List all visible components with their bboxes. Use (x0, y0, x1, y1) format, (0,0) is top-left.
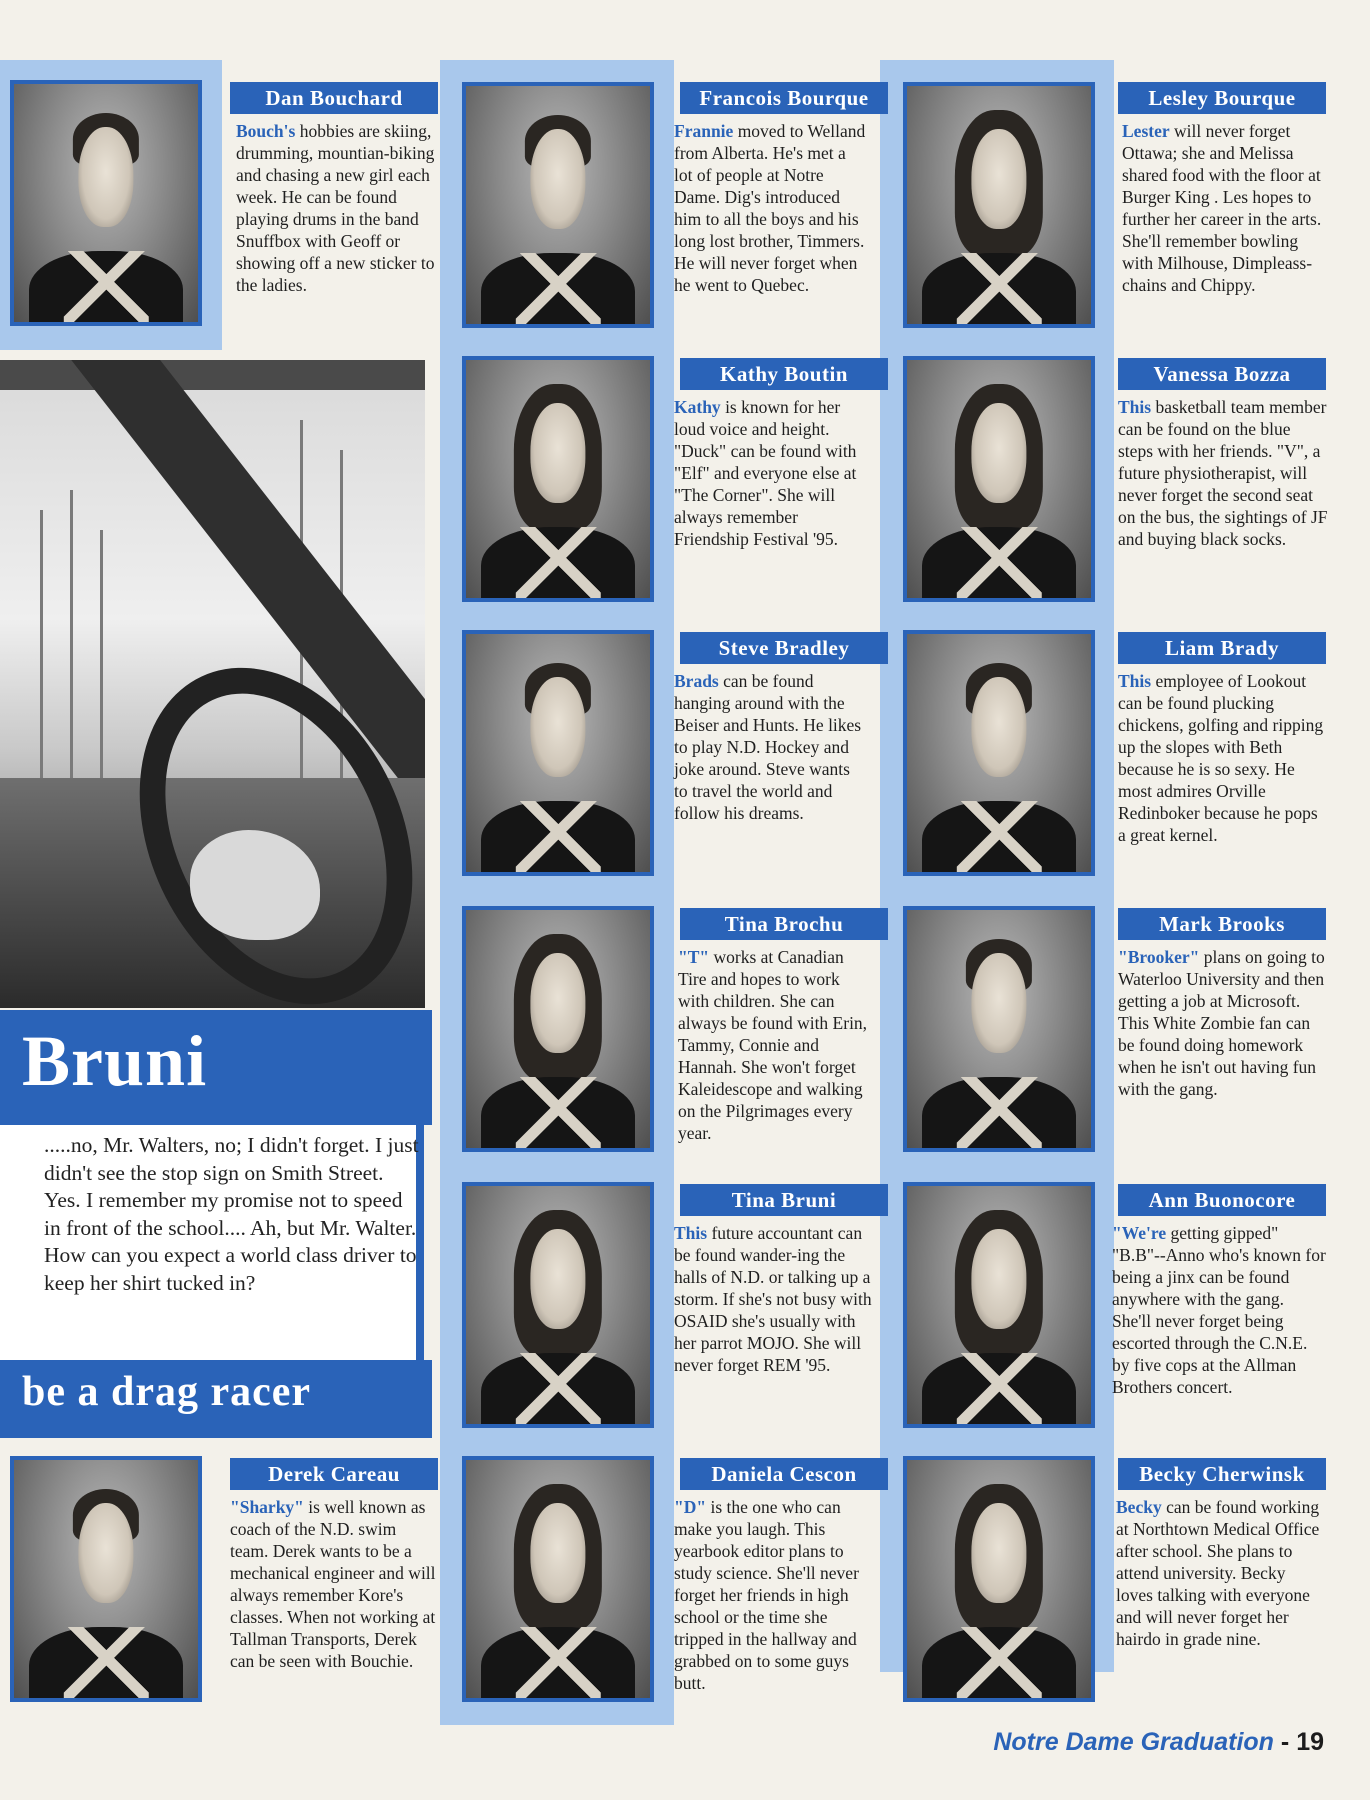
student-portrait (10, 80, 202, 326)
student-bio-text: is known for her loud voice and height. "Duck" can be found with "Elf" and everyone else at "The Corner". She will always remember Friendship Festival '95. (674, 397, 857, 549)
student-nickname: "Sharky" (230, 1497, 304, 1517)
student-bio (1118, 396, 1328, 550)
page-footer (993, 1728, 1324, 1757)
student-name: Liam Brady (1118, 632, 1326, 664)
student-portrait (903, 1456, 1095, 1702)
student-portrait (462, 906, 654, 1152)
student-name: Tina Bruni (680, 1184, 888, 1216)
student-nickname: Brads (674, 671, 719, 691)
student-bio (674, 120, 866, 296)
student-name: Tina Brochu (680, 908, 888, 940)
page-number: 19 (1296, 1728, 1324, 1756)
student-bio-text: can be found hanging around with the Beiser and Hunts. He likes to play N.D. Hockey and joke around. Steve wants to travel the world and follow his dreams. (674, 671, 862, 823)
student-bio (674, 1222, 874, 1376)
feature-title: Bruni (22, 1021, 208, 1101)
student-bio-text: basketball team member can be found on the blue steps with her friends. "V", a future physiotherapist, will never forget the second seat on the bus, the sightings of JF and buying black socks. (1118, 397, 1328, 549)
student-portrait (903, 630, 1095, 876)
student-portrait (462, 1456, 654, 1702)
student-name: Steve Bradley (680, 632, 888, 664)
student-portrait (903, 1182, 1095, 1428)
footer-separator: - (1280, 1728, 1290, 1756)
student-portrait (462, 356, 654, 602)
student-bio-text: will never forget Ottawa; she and Melissa shared food with the floor at Burger King . Les hopes to further her career in the arts. She'll remember bowling with Milhouse, Dimpleass-chains and Chippy. (1122, 121, 1322, 295)
student-nickname: Lester (1122, 121, 1170, 141)
student-bio-text: is well known as coach of the N.D. swim team. Derek wants to be a mechanical engineer and will always remember Kore's classes. When not working at Tallman Transports, Derek can be seen with Bouchie. (230, 1497, 436, 1671)
student-nickname: Becky (1116, 1497, 1162, 1517)
student-bio-text: hobbies are skiing, drumming, mountian-biking and chasing a new girl each week. He can be found playing drums in the band Snuffbox with Geoff or showing off a new sticker to the ladies. (236, 121, 435, 295)
student-bio (674, 396, 866, 550)
student-name: Derek Careau (230, 1458, 438, 1490)
student-bio (674, 670, 866, 824)
student-portrait (462, 630, 654, 876)
student-nickname: This (1118, 671, 1152, 691)
student-bio (674, 1496, 870, 1694)
student-portrait (10, 1456, 202, 1702)
publication-title: Notre Dame Graduation (993, 1728, 1274, 1756)
student-nickname: "We're (1112, 1223, 1167, 1243)
student-bio-text: getting gipped" "B.B"--Anno who's known for being a jinx can be found anywhere with the gang. She'll never forget being escorted through the C.N.E. by five cops at the Allman Brothers concert. (1112, 1223, 1326, 1397)
feature-subtitle: be a drag racer (22, 1369, 312, 1415)
student-name: Lesley Bourque (1118, 82, 1326, 114)
student-bio-text: future accountant can be found wander-ing the halls of N.D. or talking up a storm. If she's not busy with OSAID she's usually with her parrot MOJO. She will never forget REM '95. (674, 1223, 872, 1375)
feature-quote: .....no, Mr. Walters, no; I didn't forget. I just didn't see the stop sign on Smith Street. Yes. I remember my promise not to speed in front of the school.... Ah, but Mr. Walter. How can you expect a world class driver to keep her shirt tucked in? (44, 1133, 419, 1295)
student-bio (230, 1496, 438, 1672)
student-name: Dan Bouchard (230, 82, 438, 114)
student-portrait (903, 356, 1095, 602)
student-bio (1118, 946, 1328, 1100)
student-portrait (462, 1182, 654, 1428)
student-nickname: This (674, 1223, 708, 1243)
student-bio-text: works at Canadian Tire and hopes to work with children. She can always be found with Erin, Tammy, Connie and Hannah. She won't forget Kaleidescope and walking on the Pilgrimages every year. (678, 947, 868, 1143)
student-nickname: This (1118, 397, 1152, 417)
student-bio-text: moved to Welland from Alberta. He's met a lot of people at Notre Dame. Dig's introduced him to all the boys and his long lost brother, Timmers. He will never forget when he went to Quebec. (674, 121, 866, 295)
student-bio (678, 946, 874, 1144)
student-bio-text: plans on going to Waterloo University and then getting a job at Microsoft. This White Zombie fan can be found doing homework when he isn't out having fun with the gang. (1118, 947, 1325, 1099)
student-bio (236, 120, 440, 296)
student-bio (1116, 1496, 1326, 1650)
student-name: Kathy Boutin (680, 358, 888, 390)
student-nickname: "T" (678, 947, 710, 967)
student-nickname: Kathy (674, 397, 721, 417)
student-portrait (462, 82, 654, 328)
student-portrait (903, 82, 1095, 328)
student-name: Vanessa Bozza (1118, 358, 1326, 390)
student-nickname: Frannie (674, 121, 734, 141)
student-bio-text: can be found working at Northtown Medical Office after school. She plans to attend university. Becky loves talking with everyone and will never forget her hairdo in grade nine. (1116, 1497, 1320, 1649)
student-nickname: "D" (674, 1497, 707, 1517)
student-name: Mark Brooks (1118, 908, 1326, 940)
student-bio-text: employee of Lookout can be found plucking chickens, golfing and ripping up the slopes with Beth because he is so sexy. He most admires Orville Redinboker because he pops a great kernel. (1118, 671, 1324, 845)
feature-driving-photo (0, 360, 425, 1008)
student-bio (1122, 120, 1328, 296)
student-name: Francois Bourque (680, 82, 888, 114)
student-portrait (903, 906, 1095, 1152)
student-name: Becky Cherwinsk (1118, 1458, 1326, 1490)
student-name: Ann Buonocore (1118, 1184, 1326, 1216)
student-nickname: Bouch's (236, 121, 296, 141)
student-name: Daniela Cescon (680, 1458, 888, 1490)
student-bio (1112, 1222, 1326, 1398)
student-bio (1118, 670, 1328, 846)
student-bio-text: is the one who can make you laugh. This yearbook editor plans to study science. She'll never forget her friends in high school or the time she tripped in the hallway and grabbed on to some guys butt. (674, 1497, 859, 1693)
student-nickname: "Brooker" (1118, 947, 1200, 967)
